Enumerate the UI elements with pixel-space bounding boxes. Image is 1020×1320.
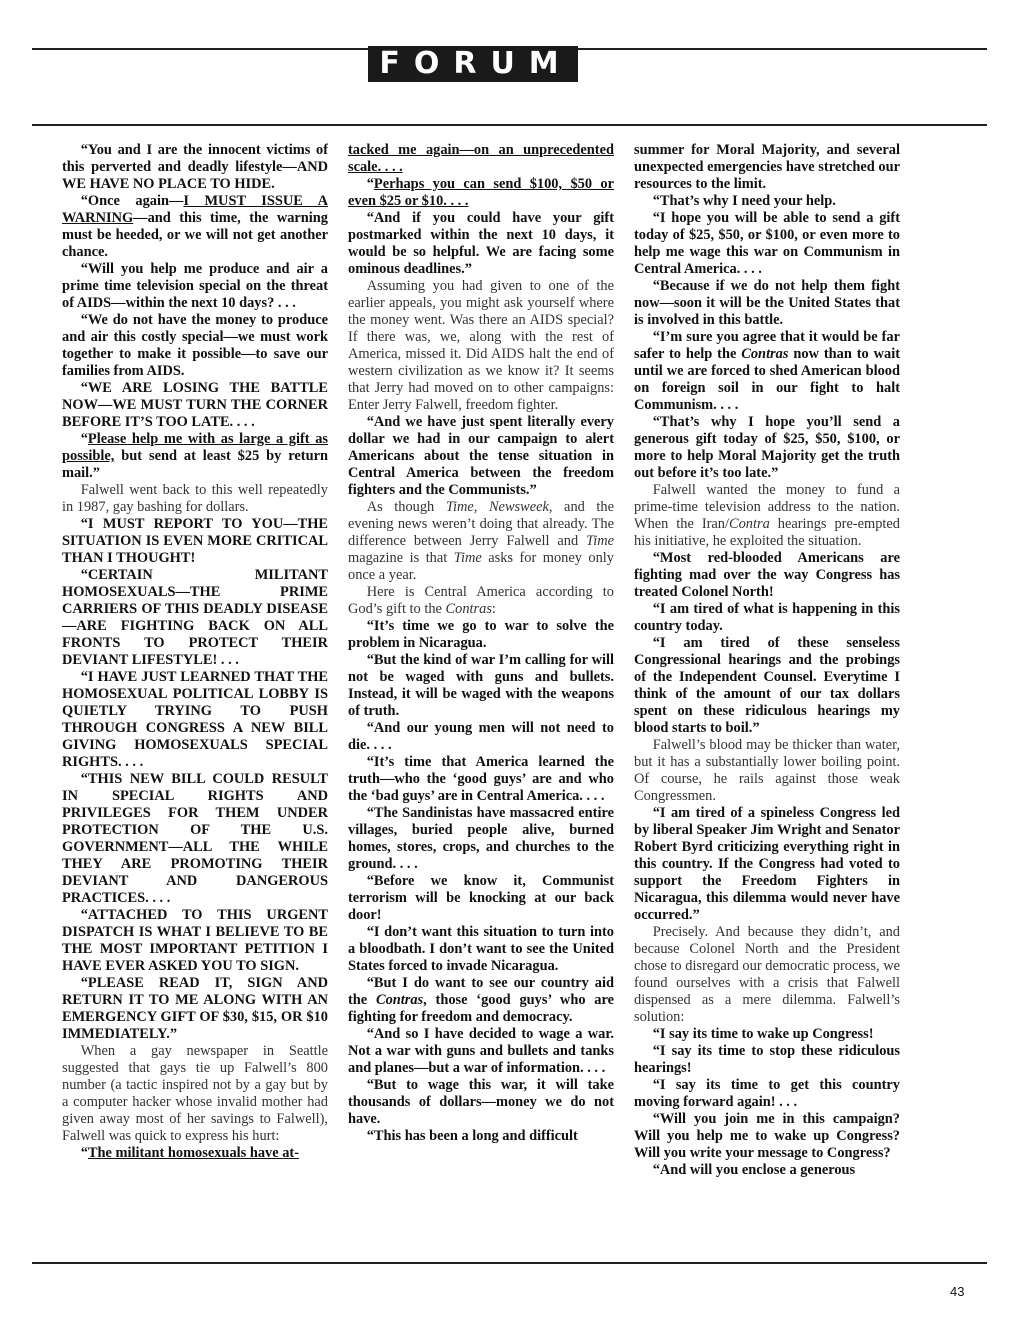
text-column-1 — [62, 142, 328, 1254]
paragraph — [348, 176, 614, 210]
paragraph: “Most red-blooded Americans are fighting mad over the way Congress has treated Colonel North! — [634, 550, 900, 600]
text-run: As though — [366, 499, 446, 515]
italic-text: Contra — [729, 516, 770, 532]
paragraph: “CERTAIN MILITANT HOMOSEXUALS—THE PRIME CARRIERS OF THIS DEADLY DISEASE—ARE FIGHTING BACK ON ALL FRONTS TO PROTECT THEIR DEVIANT LIFESTYLE! . . . — [62, 567, 328, 668]
paragraph: “It’s time that America learned the truth—who the ‘good guys’ are and who the ‘bad guys’ are in Central America. . . . — [348, 754, 614, 804]
page-number: 43 — [950, 1284, 965, 1299]
paragraph: “And if you could have your gift postmarked within the next 10 days, it would be so helpful. We are facing some ominous deadlines.” — [348, 210, 614, 277]
text-run: : — [491, 601, 496, 617]
paragraph: Falwell’s blood may be thicker than water, but it has a substantially lower boiling point. Of course, he rails against those weak Congressmen. — [634, 737, 900, 804]
paragraph: “THIS NEW BILL COULD RESULT IN SPECIAL RIGHTS AND PRIVILEGES FOR THEM UNDER PROTECTION OF THE U.S. GOVERNMENT—ALL THE WHILE THEY ARE PROMOTING THEIR DEVIANT AND DANGEROUS PRACTICES. . . . — [62, 771, 328, 906]
text-run: now than to wait until we are forced to shed American blood on foreign soil in our fight to halt Communism. . . . — [634, 346, 900, 413]
underlined-text: Perhaps you can send $100, $50 or even $25 or $10. . . . — [348, 176, 614, 209]
paragraph: “It’s time we go to war to solve the problem in Nicaragua. — [348, 618, 614, 651]
text-run: asks for money only once a year. — [348, 550, 614, 583]
text-run: “I’m sure you agree that it would be far safer to help the — [634, 329, 900, 362]
italic-text: Time, Newsweek, — [445, 499, 553, 515]
paragraph — [634, 482, 900, 550]
text-run: , those ‘good guys’ who are fighting for freedom and democracy. — [348, 992, 614, 1025]
text-column-2 — [348, 142, 614, 1254]
paragraph — [62, 431, 328, 482]
text-run: hearings pre-empted his initiative, he exploited the situation. — [634, 516, 900, 549]
paragraph: “And so I have decided to wage a war. Not a war with guns and bullets and tanks and planes—but a war of information. . . . — [348, 1026, 614, 1076]
paragraph — [348, 142, 614, 176]
paragraph: “Will you join me in this campaign? Will you help me to wake up Congress? Will you write your message to Congress? — [634, 1111, 900, 1161]
paragraph: “And we have just spent literally every dollar we had in our campaign to alert Americans about the tense situation in Central America between the freedom fighters and the Communists.” — [348, 414, 614, 498]
paragraph: “I say its time to get this country moving forward again! . . . — [634, 1077, 900, 1110]
paragraph — [348, 499, 614, 584]
bottom-rule — [32, 1262, 987, 1264]
text-run: Falwell wanted the money to fund a prime-time television address to the nation. When the Iran/ — [634, 482, 900, 532]
underlined-text: Please help me with as large a gift as possible, — [62, 431, 328, 464]
text-column-3 — [634, 142, 900, 1254]
paragraph: “We do not have the money to produce and air this costly special—we must work together to make it possible—to save our families from AIDS. — [62, 312, 328, 379]
paragraph: “Because if we do not help them fight now—soon it will be the United States that is involved in this battle. — [634, 278, 900, 328]
text-run: and the evening news weren’t doing that already. The difference between Jerry Falwell and — [348, 499, 614, 549]
italic-text: Contras — [445, 601, 492, 617]
paragraph: Precisely. And because they didn’t, and because Colonel North and the President chose to disregard our democratic process, we found ourselves with a crisis that Falwell dispensed as a mere dilemma. Falwell’s solution: — [634, 924, 900, 1025]
paragraph: “PLEASE READ IT, SIGN AND RETURN IT TO ME ALONG WITH AN EMERGENCY GIFT OF $30, $15, OR $10 IMMEDIATELY.” — [62, 975, 328, 1042]
paragraph: summer for Moral Majority, and several unexpected emergencies have stretched our resources to the limit. — [634, 142, 900, 192]
text-run: magazine is that — [348, 550, 454, 566]
paragraph — [348, 975, 614, 1026]
text-run: “But I do want to see our country aid the — [348, 975, 614, 1008]
paragraph: “But to wage this war, it will take thousands of dollars—money we do not have. — [348, 1077, 614, 1127]
paragraph: “I say its time to wake up Congress! — [652, 1026, 874, 1042]
paragraph: “This has been a long and difficult — [366, 1128, 578, 1144]
paragraph: Falwell went back to this well repeatedly in 1987, gay bashing for dollars. — [62, 482, 328, 515]
paragraph: “That’s why I need your help. — [652, 193, 836, 209]
paragraph: “I am tired of these senseless Congressional hearings and the probings of the Independent Counsel. Everytime I think of the amount of our tax dollars spent on these ridiculous hearings my blood starts to boil.” — [634, 635, 900, 736]
paragraph: “I hope you will be able to send a gift today of $25, $50, or $100, or even more to help me wage this war on Communism in Central America. . . . — [634, 210, 900, 277]
paragraph: “That’s why I hope you’ll send a generous gift today of $25, $50, $100, or more to help Moral Majority get the truth out before it’s too late.” — [634, 414, 900, 481]
paragraph: When a gay newspaper in Seattle suggested that gays tie up Falwell’s 800 number (a tactic inspired not by a gay but by a computer hacker whose invalid mother had given away most of her savings to Falwell), Falwell was quick to express his hurt: — [62, 1043, 328, 1144]
underlined-text: I MUST ISSUE A WARNING — [62, 193, 328, 226]
paragraph: “I HAVE JUST LEARNED THAT THE HOMOSEXUAL POLITICAL LOBBY IS QUIETLY TRYING TO PUSH THROUGH CONGRESS A NEW BILL GIVING HOMOSEXUALS SPECIAL RIGHTS. . . . — [62, 669, 328, 770]
paragraph: “You and I are the innocent victims of this perverted and deadly lifestyle—AND WE HAVE NO PLACE TO HIDE. — [62, 142, 328, 192]
text-run: “ — [80, 431, 88, 447]
paragraph: “ATTACHED TO THIS URGENT DISPATCH IS WHAT I BELIEVE TO BE THE MOST IMPORTANT PETITION I HAVE EVER ASKED YOU TO SIGN. — [62, 907, 328, 974]
text-run: but send at least $25 by return mail.” — [62, 448, 328, 481]
text-run: —and this time, the warning must be heeded, or we will not get another chance. — [62, 210, 328, 260]
paragraph: “I am tired of a spineless Congress led by liberal Speaker Jim Wright and Senator Robert Byrd criticizing everything right in this country. If the Congress had voted to support the Freedom Fighters in Nicaragua, this dilemma would never have occurred.” — [634, 805, 900, 923]
paragraph: “Before we know it, Communist terrorism will be knocking at our back door! — [348, 873, 614, 923]
paragraph: “Will you help me produce and air a prime time television special on the threat of AIDS—within the next 10 days? . . . — [62, 261, 328, 311]
header-rule — [32, 124, 987, 126]
paragraph: “I MUST REPORT TO YOU—THE SITUATION IS EVEN MORE CRITICAL THAN I THOUGHT! — [62, 516, 328, 566]
paragraph: “I don’t want this situation to turn into a bloodbath. I don’t want to see the United States forced to invade Nicaragua. — [348, 924, 614, 974]
underlined-text: tacked me again—on an unprecedented scale. . . . — [348, 142, 614, 175]
text-run: “Once again— — [80, 193, 184, 209]
paragraph — [634, 329, 900, 414]
paragraph: “WE ARE LOSING THE BATTLE NOW—WE MUST TURN THE CORNER BEFORE IT’S TOO LATE. . . . — [62, 380, 328, 430]
section-masthead: FORUM — [368, 46, 578, 82]
italic-text: Time — [453, 550, 482, 566]
paragraph — [348, 584, 614, 618]
paragraph: Assuming you had given to one of the earlier appeals, you might ask yourself where the money went. Was there an AIDS special? If there was, we, along with the rest of America, missed it. Did AIDS halt the end of western civilization as we know it? It seems that Jerry had moved on to other campaigns: Enter Jerry Falwell, freedom fighter. — [348, 278, 614, 413]
paragraph: “And will you enclose a generous — [652, 1162, 856, 1178]
paragraph — [62, 193, 328, 261]
underlined-text: The militant homosexuals have at- — [87, 1145, 299, 1161]
italic-text: Time — [586, 533, 614, 549]
paragraph — [62, 1145, 328, 1162]
text-run: Here is Central America according to God’s gift to the — [348, 584, 614, 617]
paragraph: “The Sandinistas have massacred entire villages, buried people alive, burned homes, stores, crops, and churches to the ground. . . . — [348, 805, 614, 872]
text-run: “ — [366, 176, 374, 192]
paragraph: “I say its time to stop these ridiculous hearings! — [634, 1043, 900, 1076]
text-run: “ — [80, 1145, 88, 1161]
paragraph: “I am tired of what is happening in this country today. — [634, 601, 900, 634]
paragraph: “And our young men will not need to die. . . . — [348, 720, 614, 753]
italic-text: Contras — [741, 346, 789, 362]
italic-text: Contras — [375, 992, 424, 1008]
paragraph: “But the kind of war I’m calling for will not be waged with guns and bullets. Instead, it will be waged with the weapons of truth. — [348, 652, 614, 719]
